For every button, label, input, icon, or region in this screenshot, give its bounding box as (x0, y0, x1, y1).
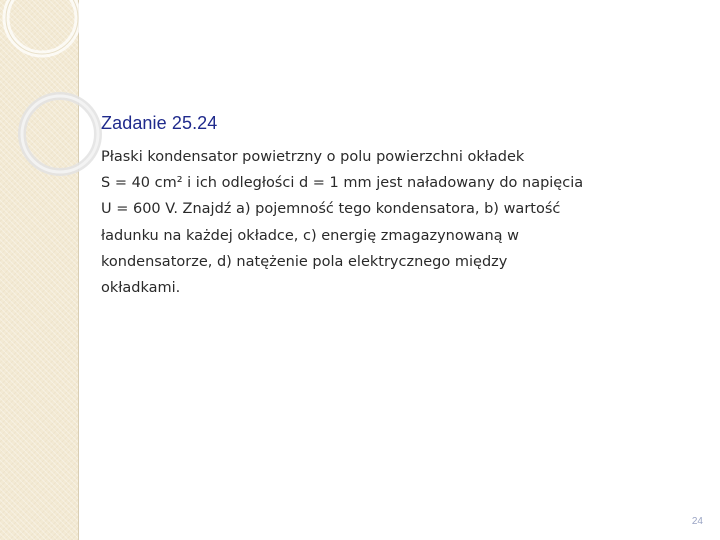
body-line: kondensatorze, d) natężenie pola elektrycznego między (101, 253, 508, 270)
body-line: S = 40 cm² i ich odległości d = 1 mm jest naładowany do napięcia (101, 175, 584, 192)
body-line: U = 600 V. Znajdź a) pojemność tego kondensatora, b) wartość (101, 201, 561, 218)
slide-body-text (101, 144, 661, 301)
body-line: okładkami. (101, 280, 181, 297)
body-line: ładunku na każdej okładce, c) energię zmagazynowaną w (101, 227, 520, 244)
body-line: Płaski kondensator powietrzny o polu powierzchni okładek (101, 149, 525, 165)
slide-title: Zadanie 25.24 (101, 113, 218, 133)
page-number: 24 (691, 516, 703, 527)
